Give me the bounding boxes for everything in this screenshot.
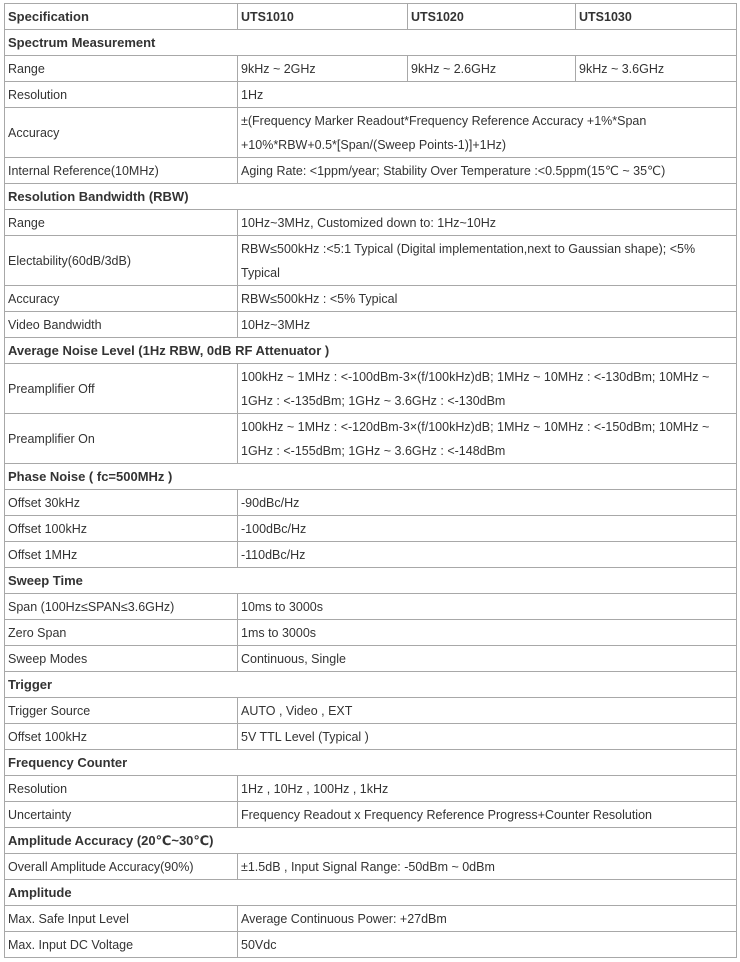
row-value: 9kHz ~ 2GHz: [238, 56, 408, 82]
section-row: [5, 828, 737, 854]
table-row: [5, 490, 737, 516]
row-value: 100kHz ~ 1MHz : <-120dBm-3×(f/100kHz)dB; 1MHz ~ 10MHz : <-150dBm; 10MHz ~ 1GHz : <-155dBm; 1GHz ~ 3.6GHz : <-148dBm: [238, 414, 737, 464]
row-value: Frequency Readout x Frequency Reference Progress+Counter Resolution: [238, 802, 737, 828]
table-row: [5, 210, 737, 236]
section-row: [5, 568, 737, 594]
header-model-uts1030: UTS1030: [576, 4, 737, 30]
section-average-noise-level: Average Noise Level (1Hz RBW, 0dB RF Attenuator ): [5, 338, 737, 364]
row-label: Preamplifier On: [5, 414, 238, 464]
table-row: [5, 724, 737, 750]
table-row: [5, 854, 737, 880]
row-label: Resolution: [5, 776, 238, 802]
row-label: Offset 100kHz: [5, 724, 238, 750]
section-row: [5, 464, 737, 490]
table-row: [5, 286, 737, 312]
row-value: -100dBc/Hz: [238, 516, 737, 542]
row-value: 9kHz ~ 2.6GHz: [408, 56, 576, 82]
table-row: [5, 158, 737, 184]
section-row: [5, 184, 737, 210]
row-label: Span (100Hz≤SPAN≤3.6GHz): [5, 594, 238, 620]
row-label: Offset 1MHz: [5, 542, 238, 568]
table-row: [5, 56, 737, 82]
row-value: Continuous, Single: [238, 646, 737, 672]
row-value: -110dBc/Hz: [238, 542, 737, 568]
table-row: [5, 414, 737, 464]
row-value: 9kHz ~ 3.6GHz: [576, 56, 737, 82]
table-row: [5, 932, 737, 958]
row-value: Aging Rate: <1ppm/year; Stability Over Temperature :<0.5ppm(15℃ ~ 35℃): [238, 158, 737, 184]
row-value: 5V TTL Level (Typical ): [238, 724, 737, 750]
header-specification: Specification: [5, 4, 238, 30]
row-label: Resolution: [5, 82, 238, 108]
section-frequency-counter: Frequency Counter: [5, 750, 737, 776]
table-row: [5, 108, 737, 158]
table-row: [5, 82, 737, 108]
table-row: [5, 312, 737, 338]
row-label: Accuracy: [5, 108, 238, 158]
row-value: RBW≤500kHz : <5% Typical: [238, 286, 737, 312]
specification-table: [4, 3, 737, 958]
table-row: [5, 906, 737, 932]
table-row: [5, 646, 737, 672]
row-label: Zero Span: [5, 620, 238, 646]
row-label: Preamplifier Off: [5, 364, 238, 414]
section-row: [5, 338, 737, 364]
section-row: [5, 750, 737, 776]
row-value: 10ms to 3000s: [238, 594, 737, 620]
table-row: [5, 620, 737, 646]
section-sweep-time: Sweep Time: [5, 568, 737, 594]
table-row: [5, 594, 737, 620]
header-model-uts1010: UTS1010: [238, 4, 408, 30]
row-value: ±(Frequency Marker Readout*Frequency Reference Accuracy +1%*Span +10%*RBW+0.5*[Span/(Sweep Points-1)]+1Hz): [238, 108, 737, 158]
row-value: -90dBc/Hz: [238, 490, 737, 516]
row-value: 1ms to 3000s: [238, 620, 737, 646]
table-row: [5, 364, 737, 414]
table-row: [5, 236, 737, 286]
section-amplitude-accuracy: Amplitude Accuracy (20℃~30℃): [5, 828, 737, 854]
row-value: 10Hz~3MHz, Customized down to: 1Hz~10Hz: [238, 210, 737, 236]
table-row: [5, 516, 737, 542]
table-row: [5, 698, 737, 724]
section-amplitude: Amplitude: [5, 880, 737, 906]
table-row: [5, 542, 737, 568]
row-value: ±1.5dB , Input Signal Range: -50dBm ~ 0dBm: [238, 854, 737, 880]
row-label: Offset 30kHz: [5, 490, 238, 516]
row-value: RBW≤500kHz :<5:1 Typical (Digital implementation,next to Gaussian shape); <5% Typical: [238, 236, 737, 286]
row-value: 100kHz ~ 1MHz : <-100dBm-3×(f/100kHz)dB; 1MHz ~ 10MHz : <-130dBm; 10MHz ~ 1GHz : <-135dBm; 1GHz ~ 3.6GHz : <-130dBm: [238, 364, 737, 414]
section-phase-noise: Phase Noise ( fc=500MHz ): [5, 464, 737, 490]
table-header-row: [5, 4, 737, 30]
section-row: [5, 880, 737, 906]
row-label: Video Bandwidth: [5, 312, 238, 338]
table-row: [5, 776, 737, 802]
row-label: Overall Amplitude Accuracy(90%): [5, 854, 238, 880]
row-value: 1Hz , 10Hz , 100Hz , 1kHz: [238, 776, 737, 802]
header-model-uts1020: UTS1020: [408, 4, 576, 30]
row-label: Trigger Source: [5, 698, 238, 724]
row-label: Max. Input DC Voltage: [5, 932, 238, 958]
row-value: AUTO , Video , EXT: [238, 698, 737, 724]
table-row: [5, 802, 737, 828]
row-label: Range: [5, 56, 238, 82]
section-spectrum-measurement: Spectrum Measurement: [5, 30, 737, 56]
row-label: Offset 100kHz: [5, 516, 238, 542]
row-label: Uncertainty: [5, 802, 238, 828]
row-label: Internal Reference(10MHz): [5, 158, 238, 184]
section-trigger: Trigger: [5, 672, 737, 698]
row-label: Accuracy: [5, 286, 238, 312]
row-value: 10Hz~3MHz: [238, 312, 737, 338]
section-row: [5, 30, 737, 56]
row-label: Sweep Modes: [5, 646, 238, 672]
row-value: Average Continuous Power: +27dBm: [238, 906, 737, 932]
row-value: 1Hz: [238, 82, 737, 108]
row-value: 50Vdc: [238, 932, 737, 958]
row-label: Electability(60dB/3dB): [5, 236, 238, 286]
row-label: Max. Safe Input Level: [5, 906, 238, 932]
section-rbw: Resolution Bandwidth (RBW): [5, 184, 737, 210]
section-row: [5, 672, 737, 698]
row-label: Range: [5, 210, 238, 236]
